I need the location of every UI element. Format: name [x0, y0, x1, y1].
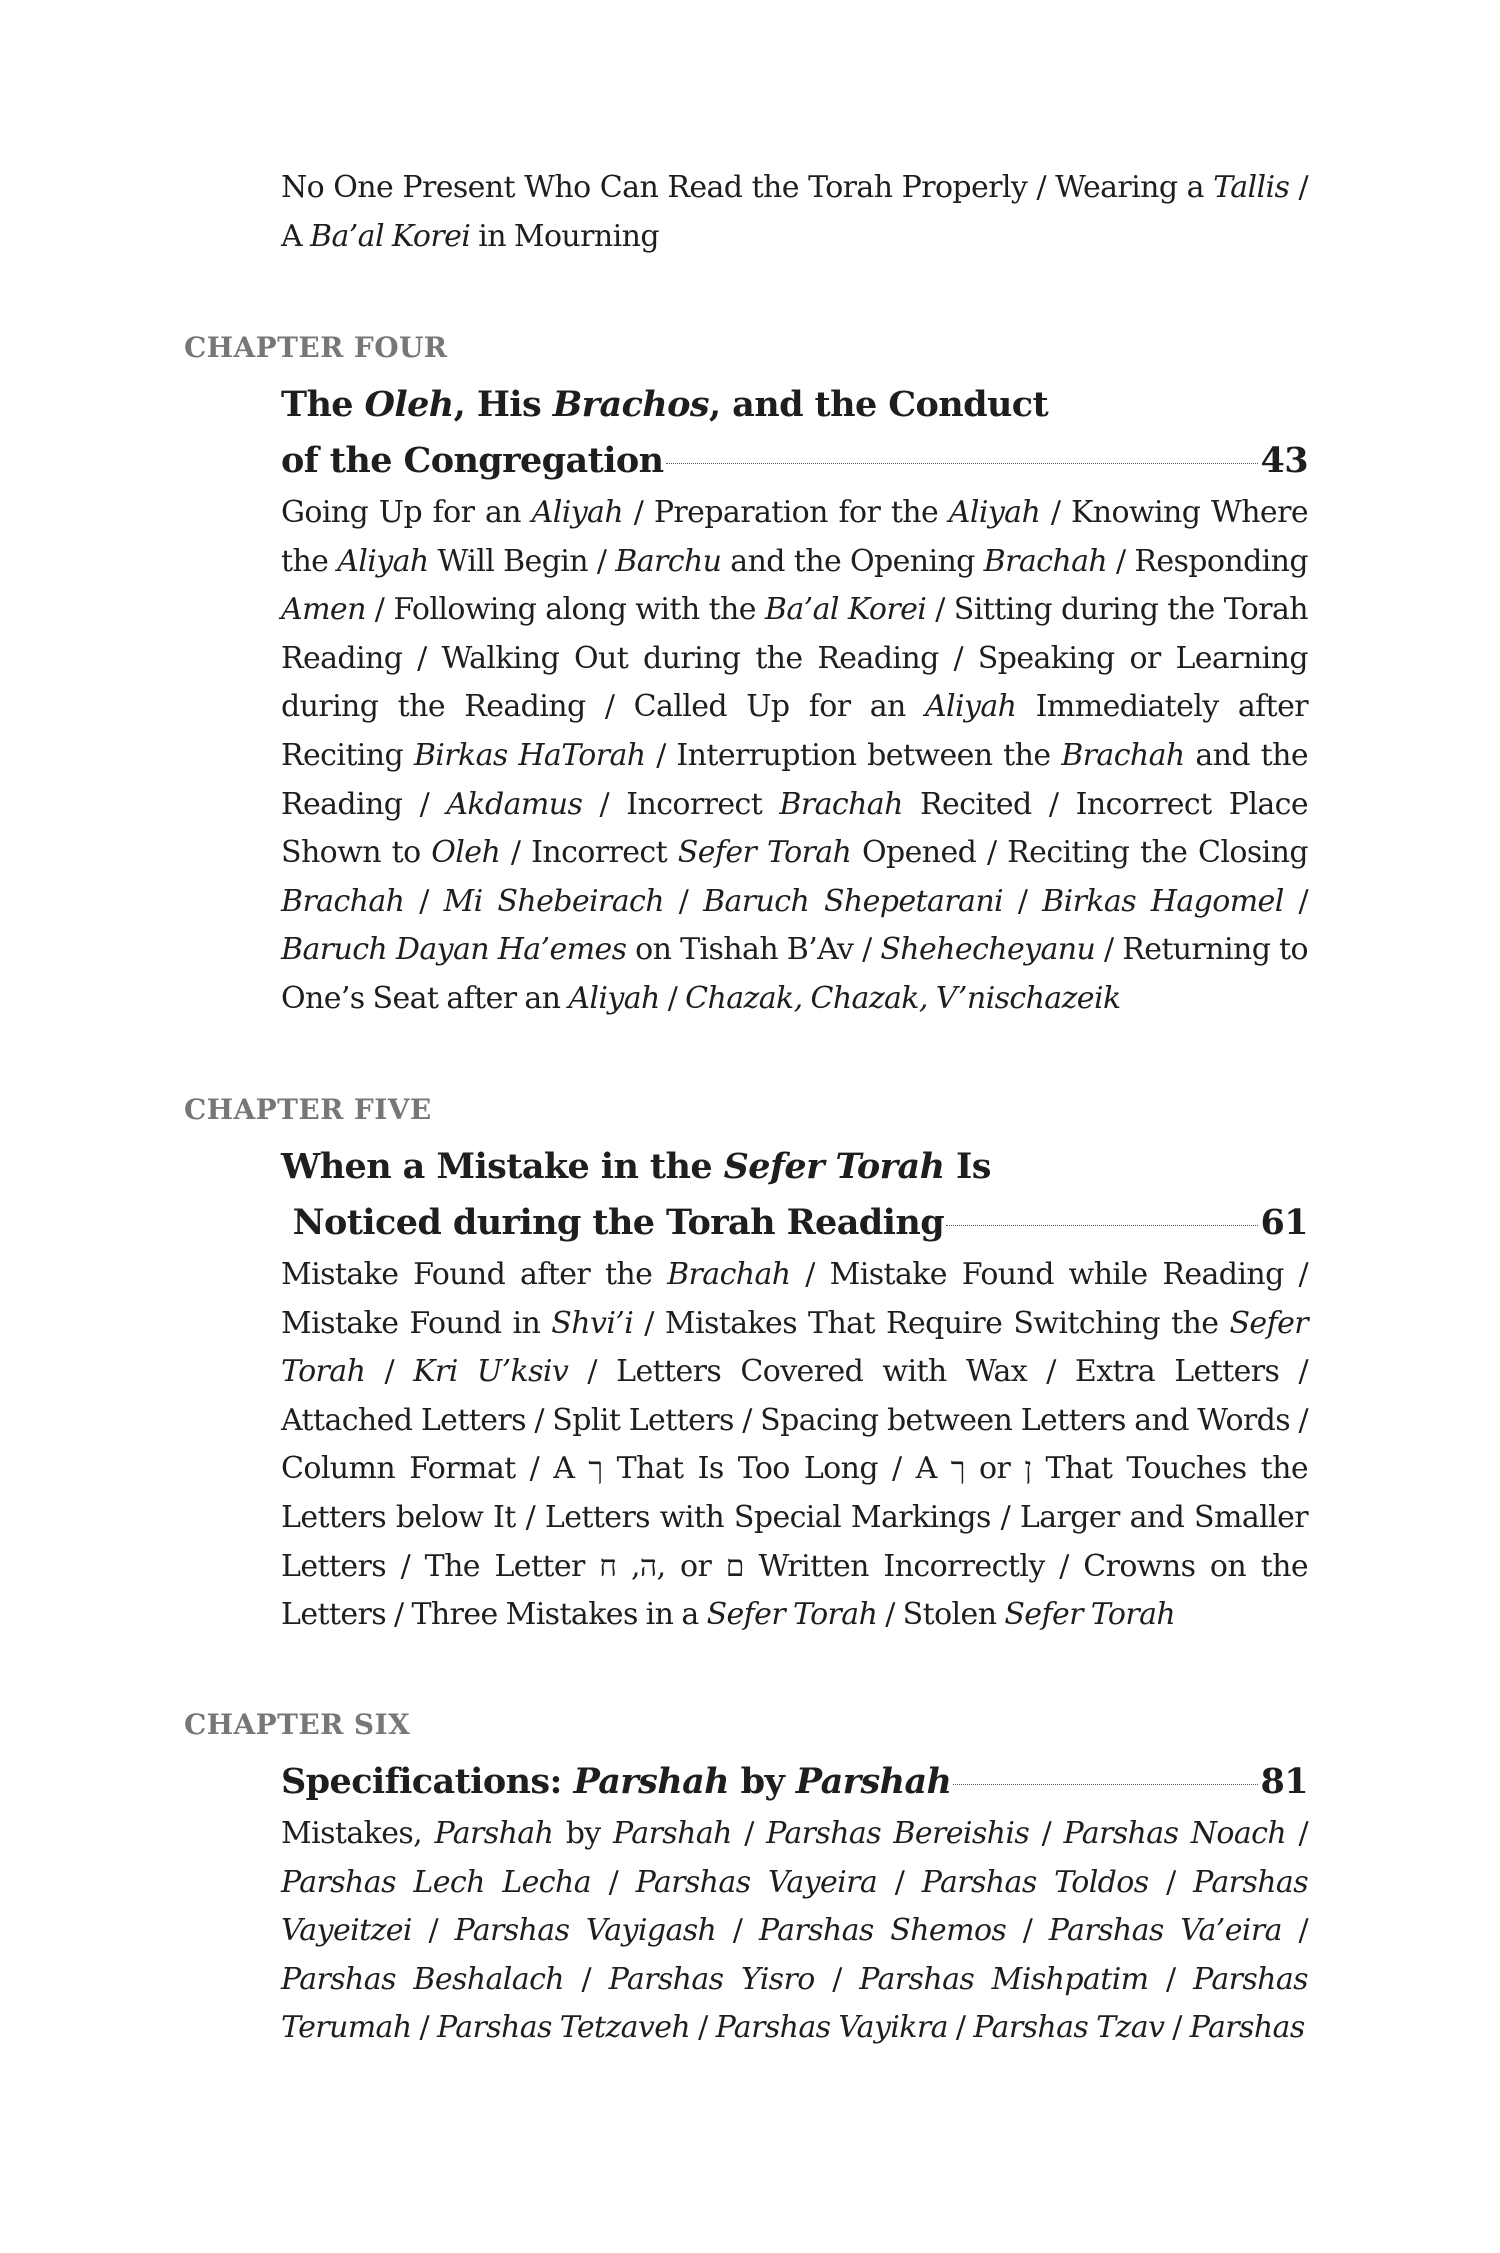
chapter-six-topic-list: Mistakes, Parshah by Parshah / Parshas Bereishis / Parshas Noach / Parshas Lech Lecha / Parshas Vayeira / Parshas Toldos / Parshas Vayeitzei / Parshas Vayigash / Parshas Shemos / Parshas Va’eira / Parshas Beshalach / Parshas Yisro / Parshas Mishpatim / Parshas Terumah / Parshas Tetzaveh / Parshas Vayikra / Parshas Tzav / Parshas: [281, 1816, 1309, 2046]
chapter-six-title-line: [281, 1754, 1308, 1810]
chapter-six-label: CHAPTER SIX: [184, 1708, 411, 1741]
dot-leader: [946, 1224, 1258, 1226]
italic-term: Shehecheyanu: [880, 932, 1096, 968]
dot-leader: [953, 1783, 1258, 1785]
italic-term: Parshas Tzav: [973, 2010, 1165, 2046]
italic-term: Akdamus: [446, 786, 583, 822]
chapter-four-page-number: 43: [1260, 440, 1308, 481]
italic-term: Sefer Torah: [677, 835, 852, 871]
italic-term: Shvi’i: [551, 1305, 634, 1341]
italic-term: Parshah: [434, 1816, 554, 1851]
italic-term: Parshah: [795, 1761, 952, 1802]
italic-term: Aliyah: [948, 495, 1041, 530]
italic-term: Parshas: [1189, 2010, 1305, 2046]
italic-term: Parshas Bereishis: [766, 1816, 1030, 1851]
italic-term: Chazak, Chazak, V’nischazeik: [685, 980, 1121, 1016]
italic-term: Parshas Lech Lecha: [281, 1864, 592, 1900]
italic-term: Parshas Beshalach: [281, 1961, 565, 1997]
chapter-four-title-line1: The Oleh, His Brachos, and the Conduct: [281, 384, 1049, 425]
italic-term: Oleh: [431, 835, 501, 871]
italic-term: Parshas Terumah: [281, 1961, 1308, 2046]
chapter-five-topic-list: Mistake Found after the Brachah / Mistake Found while Reading / Mistake Found in Shvi’i / Mistakes That Require Switching the Sefer Torah / Kri U’ksiv / Letters Covered with Wax / Extra Letters / Attached Letters / Split Letters / Spacing between Letters and Words / Column Format / A ך That Is Too Long / A ך or ן That Touches the Letters below It / Letters with Special Markings / Larger and Smaller Letters / The Letter ה, ח, or ם Written Incorrectly / Crowns on the Letters / Three Mistakes in a Sefer Torah / Stolen Sefer Torah: [281, 1257, 1308, 1633]
italic-term: Parshas Vayeitzei: [281, 1864, 1309, 1949]
italic-term: Sefer Torah: [1004, 1597, 1176, 1633]
chapter-five-title[interactable]: [281, 1139, 1308, 1251]
italic-term: Parshas Toldos: [921, 1864, 1149, 1900]
chapter-four-title-tail: of the Congregation: [281, 440, 664, 481]
italic-term: Parshah: [613, 1816, 732, 1851]
italic-term: Parshas Vayikra: [715, 2010, 948, 2046]
chapter-six-title[interactable]: [281, 1754, 1308, 1810]
chapter-four-title[interactable]: [281, 377, 1308, 489]
dot-leader: [666, 462, 1259, 464]
intro-topic-list: No One Present Who Can Read the Torah Properly / Wearing a Tallis / A Ba’al Korei in Mourning: [281, 170, 1308, 254]
italic-term: Parshah: [573, 1761, 730, 1802]
chapter-five-label: CHAPTER FIVE: [184, 1093, 432, 1126]
italic-term: Sefer Torah: [723, 1146, 945, 1187]
italic-term: Ba’al Korei: [310, 218, 471, 254]
italic-term: Parshas Yisro: [608, 1961, 815, 1997]
chapter-five-title-line1: When a Mistake in the Sefer Torah Is: [281, 1146, 991, 1187]
italic-term: Parshas Tetzaveh: [436, 2010, 691, 2046]
chapter-four-label: CHAPTER FOUR: [184, 331, 448, 364]
chapter-five-title-tail: Noticed during the Torah Reading: [281, 1202, 945, 1243]
italic-term: Parshas Mishpatim: [859, 1961, 1149, 1997]
italic-term: Barchu: [615, 543, 722, 579]
italic-term: Ba’al Korei: [764, 592, 927, 628]
italic-term: Amen: [281, 592, 366, 628]
italic-term: Brachah: [983, 543, 1108, 579]
chapter-six-page-number: 81: [1260, 1761, 1308, 1802]
italic-term: Brachah: [667, 1257, 791, 1292]
italic-term: Parshas Noach: [1063, 1816, 1287, 1851]
italic-term: Baruch Shepetarani: [703, 883, 1004, 919]
italic-term: Aliyah: [568, 980, 660, 1016]
italic-term: Parshas Vayigash: [454, 1913, 717, 1949]
italic-term: Baruch Dayan Ha’emes: [281, 932, 627, 968]
italic-term: Birkas HaTorah: [413, 737, 646, 773]
chapter-five-title-line2: [281, 1195, 1308, 1251]
chapter-four-topic-list: Going Up for an Aliyah / Preparation for the Aliyah / Knowing Where the Aliyah Will Begin / Barchu and the Opening Brachah / Responding Amen / Following along with the Ba’al Korei / Sitting during the Torah Reading / Walking Out during the Reading / Speaking or Learning during the Reading / Called Up for an Aliyah Immediately after Reciting Birkas HaTorah / Interruption between the Brachah and the Reading / Akdamus / Incorrect Brachah Recited / Incorrect Place Shown to Oleh / Incorrect Sefer Torah Opened / Reciting the Closing Brachah / Mi Shebeirach / Baruch Shepetarani / Birkas Hagomel / Baruch Dayan Ha’emes on Tishah B’Av / Shehecheyanu / Returning to One’s Seat after an Aliyah / Chazak, Chazak, V’nischazeik: [281, 495, 1309, 1016]
italic-term: Oleh: [364, 384, 454, 425]
italic-term: Aliyah: [337, 543, 429, 579]
italic-term: Parshas Shemos: [758, 1913, 1007, 1949]
italic-term: Sefer Torah: [706, 1597, 878, 1633]
italic-term: Brachah: [1061, 737, 1185, 773]
italic-term: Tallis: [1213, 170, 1290, 205]
italic-term: Parshas Va’eira: [1048, 1913, 1282, 1949]
italic-term: Brachos: [552, 384, 709, 425]
italic-term: Birkas Hagomel: [1042, 883, 1284, 919]
italic-term: Sefer Torah: [281, 1305, 1308, 1390]
italic-term: Mi Shebeirach: [443, 883, 664, 919]
chapter-six-title-text: Specifications: Parshah by Parshah: [281, 1761, 952, 1802]
italic-term: Brachah: [779, 786, 903, 822]
italic-term: Aliyah: [531, 495, 624, 530]
italic-term: Brachah: [281, 883, 405, 919]
chapter-five-page-number: 61: [1260, 1202, 1308, 1243]
italic-term: Kri U’ksiv: [413, 1354, 569, 1390]
italic-term: Aliyah: [924, 689, 1017, 725]
chapter-four-title-line2: [281, 433, 1308, 489]
italic-term: Parshas Vayeira: [635, 1864, 878, 1900]
